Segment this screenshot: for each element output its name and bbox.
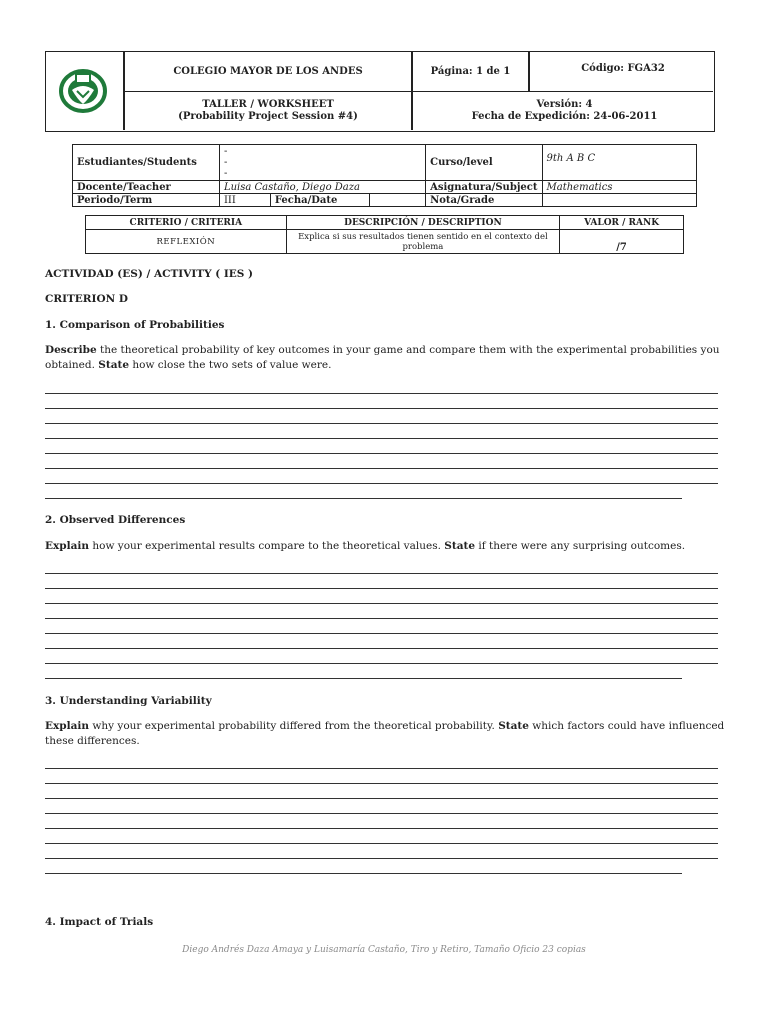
grade-field[interactable] — [542, 194, 696, 207]
section-1-verb-1: Describe — [45, 344, 97, 356]
answer-line[interactable] — [45, 618, 718, 619]
student-line-2: - — [223, 157, 228, 168]
students-field[interactable] — [219, 145, 425, 181]
answer-line[interactable] — [45, 573, 718, 574]
answer-line[interactable] — [45, 588, 718, 589]
version-block — [413, 92, 716, 130]
answer-line[interactable] — [45, 663, 718, 664]
answer-line[interactable] — [45, 468, 718, 469]
term-label: Periodo/Term — [73, 194, 220, 207]
section-3-verb-2: State — [498, 720, 529, 732]
section-2-verb-1: Explain — [45, 540, 90, 552]
version: Versión: 4 — [536, 99, 593, 110]
section-2-text-2: if there were any surprising outcomes. — [475, 540, 686, 552]
answer-line[interactable] — [45, 423, 718, 424]
answer-line[interactable] — [45, 783, 718, 784]
grade-label: Nota/Grade — [426, 194, 542, 207]
section-1-text-1: the theoretical probability of key outcomes in your game and compare them with the experimental probabilities you obtained. — [45, 344, 720, 371]
description-cell: Explica si sus resultados tienen sentido en el contexto del problema — [286, 230, 560, 254]
answer-line[interactable] — [45, 648, 718, 649]
section-1-text-2: how close the two sets of value were. — [129, 359, 332, 371]
worksheet-title-block — [125, 92, 411, 130]
criteria-table — [85, 215, 684, 254]
section-4-title: 4. Impact of Trials — [45, 916, 154, 928]
answer-line[interactable] — [45, 843, 718, 844]
student-line-3: - — [223, 168, 228, 179]
issue-date: Fecha de Expedición: 24-06-2011 — [471, 111, 658, 122]
section-3-title: 3. Understanding Variability — [45, 695, 212, 707]
school-logo — [58, 68, 108, 114]
date-label: Fecha/Date — [270, 194, 369, 207]
description-header: DESCRIPCIÓN / DESCRIPTION — [286, 216, 560, 230]
document-header — [45, 51, 715, 132]
school-name: COLEGIO MAYOR DE LOS ANDES — [173, 65, 363, 77]
section-2-title: 2. Observed Differences — [45, 514, 186, 526]
student-info-table — [72, 144, 697, 207]
answer-line[interactable] — [45, 873, 682, 874]
worksheet-title: TALLER / WORKSHEET — [202, 99, 334, 110]
answer-line[interactable] — [45, 768, 718, 769]
term-value: III — [219, 194, 270, 207]
rank-cell: /7 — [560, 230, 684, 254]
date-field[interactable] — [370, 194, 426, 207]
section-2-text-1: how your experimental results compare to the theoretical values. — [89, 540, 445, 552]
student-line-1: - — [223, 146, 228, 157]
page-number: Página: 1 de 1 — [430, 65, 511, 77]
section-2-verb-2: State — [444, 540, 476, 552]
section-1-title: 1. Comparison of Probabilities — [45, 319, 225, 331]
document-code: Código: FGA32 — [581, 63, 665, 74]
answer-line[interactable] — [45, 393, 718, 394]
section-3-instructions — [45, 719, 725, 749]
criterion-cell: REFLEXIÓN — [86, 230, 287, 254]
course-label: Curso/level — [426, 145, 542, 181]
answer-line[interactable] — [45, 678, 682, 679]
section-3-text-2: which factors could have influenced these differences. — [45, 720, 725, 747]
answer-line[interactable] — [45, 813, 718, 814]
criterion-title: CRITERION D — [45, 293, 128, 305]
answer-line[interactable] — [45, 828, 718, 829]
teacher-value: Luisa Castaño, Diego Daza — [219, 181, 425, 194]
section-1-verb-2: State — [98, 359, 130, 371]
answer-line[interactable] — [45, 453, 718, 454]
answer-line[interactable] — [45, 798, 718, 799]
activity-title: ACTIVIDAD (ES) / ACTIVITY ( IES ) — [45, 268, 253, 280]
section-3-text-1: why your experimental probability differed from the theoretical probability. — [89, 720, 499, 732]
answer-line[interactable] — [45, 483, 718, 484]
worksheet-subtitle: (Probability Project Session #4) — [178, 111, 358, 122]
answer-line[interactable] — [45, 858, 718, 859]
teacher-label: Docente/Teacher — [73, 181, 220, 194]
students-label: Estudiantes/Students — [73, 145, 220, 181]
course-value: 9th A B C — [542, 145, 696, 181]
rank-header: VALOR / RANK — [560, 216, 684, 230]
answer-line[interactable] — [45, 633, 718, 634]
answer-line[interactable] — [45, 498, 682, 499]
section-3-verb-1: Explain — [45, 720, 90, 732]
criteria-header: CRITERIO / CRITERIA — [86, 216, 287, 230]
subject-value: Mathematics — [542, 181, 696, 194]
section-2-instructions — [45, 539, 721, 554]
answer-line[interactable] — [45, 408, 718, 409]
section-1-instructions — [45, 343, 721, 373]
answer-line[interactable] — [45, 438, 718, 439]
subject-label: Asignatura/Subject — [426, 181, 542, 194]
answer-line[interactable] — [45, 603, 718, 604]
page-footer: Diego Andrés Daza Amaya y Luisamaría Castaño, Tiro y Retiro, Tamaño Oficio 23 copias — [182, 945, 586, 955]
